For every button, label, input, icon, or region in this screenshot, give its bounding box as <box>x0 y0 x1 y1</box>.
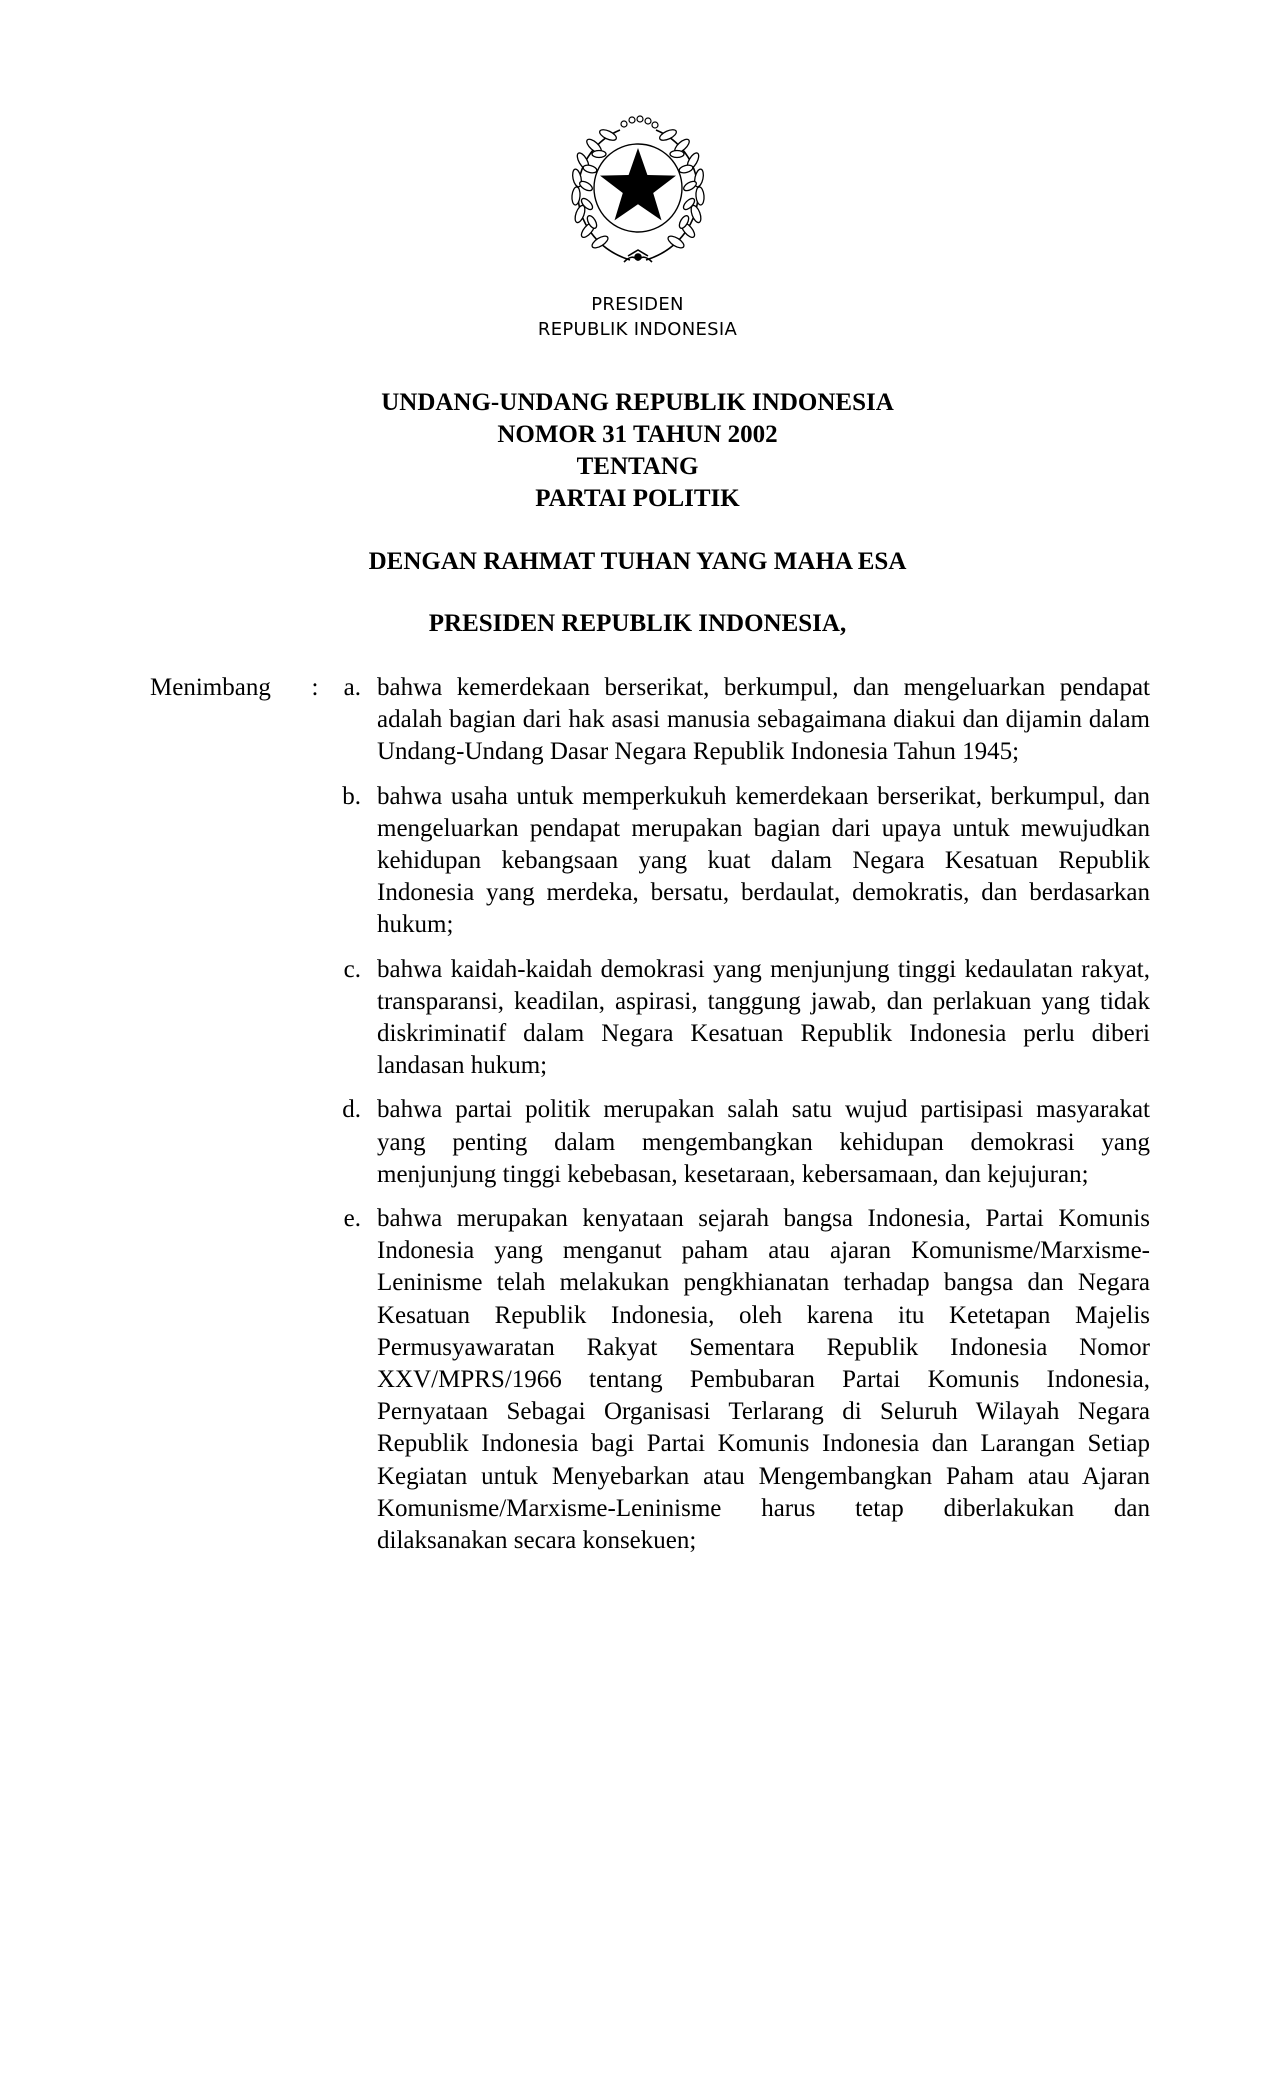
title-number-year: NOMOR 31 TAHUN 2002 <box>497 421 778 448</box>
clause-letter: c. <box>343 955 361 983</box>
presidential-seal-icon <box>558 110 718 270</box>
document-title <box>0 387 1275 515</box>
considering-label: Menimbang <box>150 674 271 701</box>
clause-c <box>325 954 1275 1083</box>
preamble-president: PRESIDEN REPUBLIK INDONESIA, <box>428 610 847 637</box>
clause-letter: e. <box>343 1205 361 1233</box>
clause-d <box>325 1094 1275 1191</box>
clause-letter: a. <box>343 674 361 701</box>
considering-clauses <box>325 672 1275 1569</box>
clause-text: bahwa kemerdekaan berserikat, berkumpul, dan mengeluarkan pendapat adalah bagian dari hak asasi manusia sebagaimana diakui dan dijamin dalam Undang-Undang Dasar Negara Republik Indonesia Tahun 1945; <box>377 674 1150 766</box>
clause-text: bahwa kaidah-kaidah demokrasi yang menjunjung tinggi kedaulatan rakyat, transparansi, keadilan, aspirasi, tanggung jawab, dan perlakuan yang tidak diskriminatif dalam Negara Kesatuan Republik Indonesia perlu diberi landasan hukum; <box>377 955 1150 1080</box>
title-law-name: UNDANG-UNDANG REPUBLIK INDONESIA <box>381 389 894 416</box>
clause-text: bahwa merupakan kenyataan sejarah bangsa Indonesia, Partai Komunis Indonesia yang menganut paham atau ajaran Komunisme/Marxisme-Leninisme telah melakukan pengkhianatan terhadap bangsa dan Negara Kesatuan Republik Indonesia, oleh karena itu Ketetapan Majelis Permusyawaratan Rakyat Sementara Republik Indonesia Nomor XXV/MPRS/1966 tentang Pembubaran Partai Komunis Indonesia, Pernyataan Sebagai Organisasi Terlarang di Seluruh Wilayah Negara Republik Indonesia bagi Partai Komunis Indonesia dan Larangan Setiap Kegiatan untuk Menyebarkan atau Mengembangkan Paham atau Ajaran Komunisme/Marxisme-Leninisme harus tetap diberlakukan dan dilaksanakan secara konsekuen; <box>377 1205 1150 1555</box>
title-about: TENTANG <box>576 453 699 480</box>
title-subject: PARTAI POLITIK <box>535 485 740 512</box>
clause-letter: d. <box>342 1096 361 1124</box>
clause-text: bahwa partai politik merupakan salah satu wujud partisipasi masyarakat yang penting dalam mengembangkan kehidupan demokrasi yang menjunjung tinggi kebebasan, kesetaraan, kebersamaan, dan kejujuran; <box>377 1096 1150 1188</box>
office-line-republic: REPUBLIK INDONESIA <box>537 319 738 340</box>
preamble-grace: DENGAN RAHMAT TUHAN YANG MAHA ESA <box>368 548 907 575</box>
considering-colon: : <box>311 674 319 701</box>
clause-b <box>325 781 1275 942</box>
office-line-president: PRESIDEN <box>591 294 684 315</box>
clause-e <box>325 1203 1275 1557</box>
clause-letter: b. <box>342 782 361 810</box>
clause-text: bahwa usaha untuk memperkukuh kemerdekaan berserikat, berkumpul, dan mengeluarkan pendapat merupakan bagian dari upaya untuk mewujudkan kehidupan kebangsaan yang kuat dalam Negara Kesatuan Republik Indonesia yang merdeka, bersatu, berdaulat, demokratis, dan berdasarkan hukum; <box>377 782 1150 939</box>
clause-a <box>325 672 1275 769</box>
